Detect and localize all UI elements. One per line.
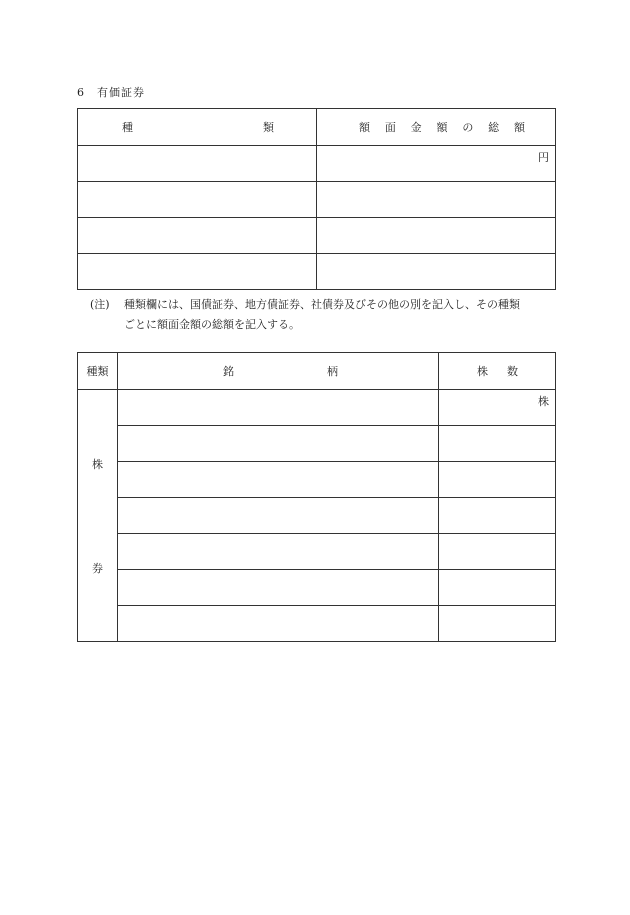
amount-cell[interactable]: [317, 254, 556, 290]
issue-name-cell[interactable]: [118, 498, 439, 534]
shares-cell[interactable]: [439, 534, 556, 570]
table-header-row: [78, 109, 556, 146]
table-row: [78, 426, 556, 462]
table-row: [78, 534, 556, 570]
table-row: [78, 146, 556, 182]
shares-cell[interactable]: [439, 570, 556, 606]
table-row: [78, 390, 556, 426]
note-label: (注): [90, 298, 110, 311]
kind-cell[interactable]: [78, 182, 317, 218]
issue-name-cell[interactable]: [118, 534, 439, 570]
issue-name-cell[interactable]: [118, 606, 439, 642]
column-header-kind: 種類: [78, 353, 118, 390]
section-heading: [77, 84, 145, 100]
shares-cell[interactable]: [439, 498, 556, 534]
table-row: [78, 570, 556, 606]
table-row: [78, 462, 556, 498]
kind-cell[interactable]: [78, 146, 317, 182]
shares-cell[interactable]: [439, 426, 556, 462]
note-line-1: 種類欄には、国債証券、地方債証券、社債券及びその他の別を記入し、その種類: [124, 298, 520, 311]
shares-cell[interactable]: [439, 462, 556, 498]
yen-unit: 円: [538, 151, 549, 164]
issue-name-cell[interactable]: [118, 570, 439, 606]
table-header-row: [78, 353, 556, 390]
kind-cell[interactable]: [78, 218, 317, 254]
kind-cell-stock-certificate: 株 券: [78, 390, 118, 642]
shares-cell[interactable]: [439, 390, 556, 426]
amount-cell[interactable]: [317, 146, 556, 182]
stocks-table: [77, 352, 556, 642]
shares-cell[interactable]: [439, 606, 556, 642]
note: [90, 295, 560, 335]
column-header-issue-name: 銘 柄: [118, 353, 439, 390]
section-number: 6: [77, 86, 85, 99]
table-row: [78, 254, 556, 290]
amount-cell[interactable]: [317, 182, 556, 218]
table-row: [78, 498, 556, 534]
column-header-kind: 種 類: [78, 109, 317, 146]
column-header-shares: 株 数: [439, 353, 556, 390]
table-row: [78, 606, 556, 642]
amount-cell[interactable]: [317, 218, 556, 254]
issue-name-cell[interactable]: [118, 390, 439, 426]
shares-unit: 株: [538, 395, 549, 408]
issue-name-cell[interactable]: [118, 462, 439, 498]
note-line-2: ごとに額面金額の総額を記入する。: [124, 318, 300, 331]
kind-cell[interactable]: [78, 254, 317, 290]
column-header-face-amount: 額 面 金 額 の 総 額: [317, 109, 556, 146]
issue-name-cell[interactable]: [118, 426, 439, 462]
table-row: [78, 218, 556, 254]
section-title: 有価証券: [97, 86, 145, 99]
securities-table: [77, 108, 556, 290]
table-row: [78, 182, 556, 218]
